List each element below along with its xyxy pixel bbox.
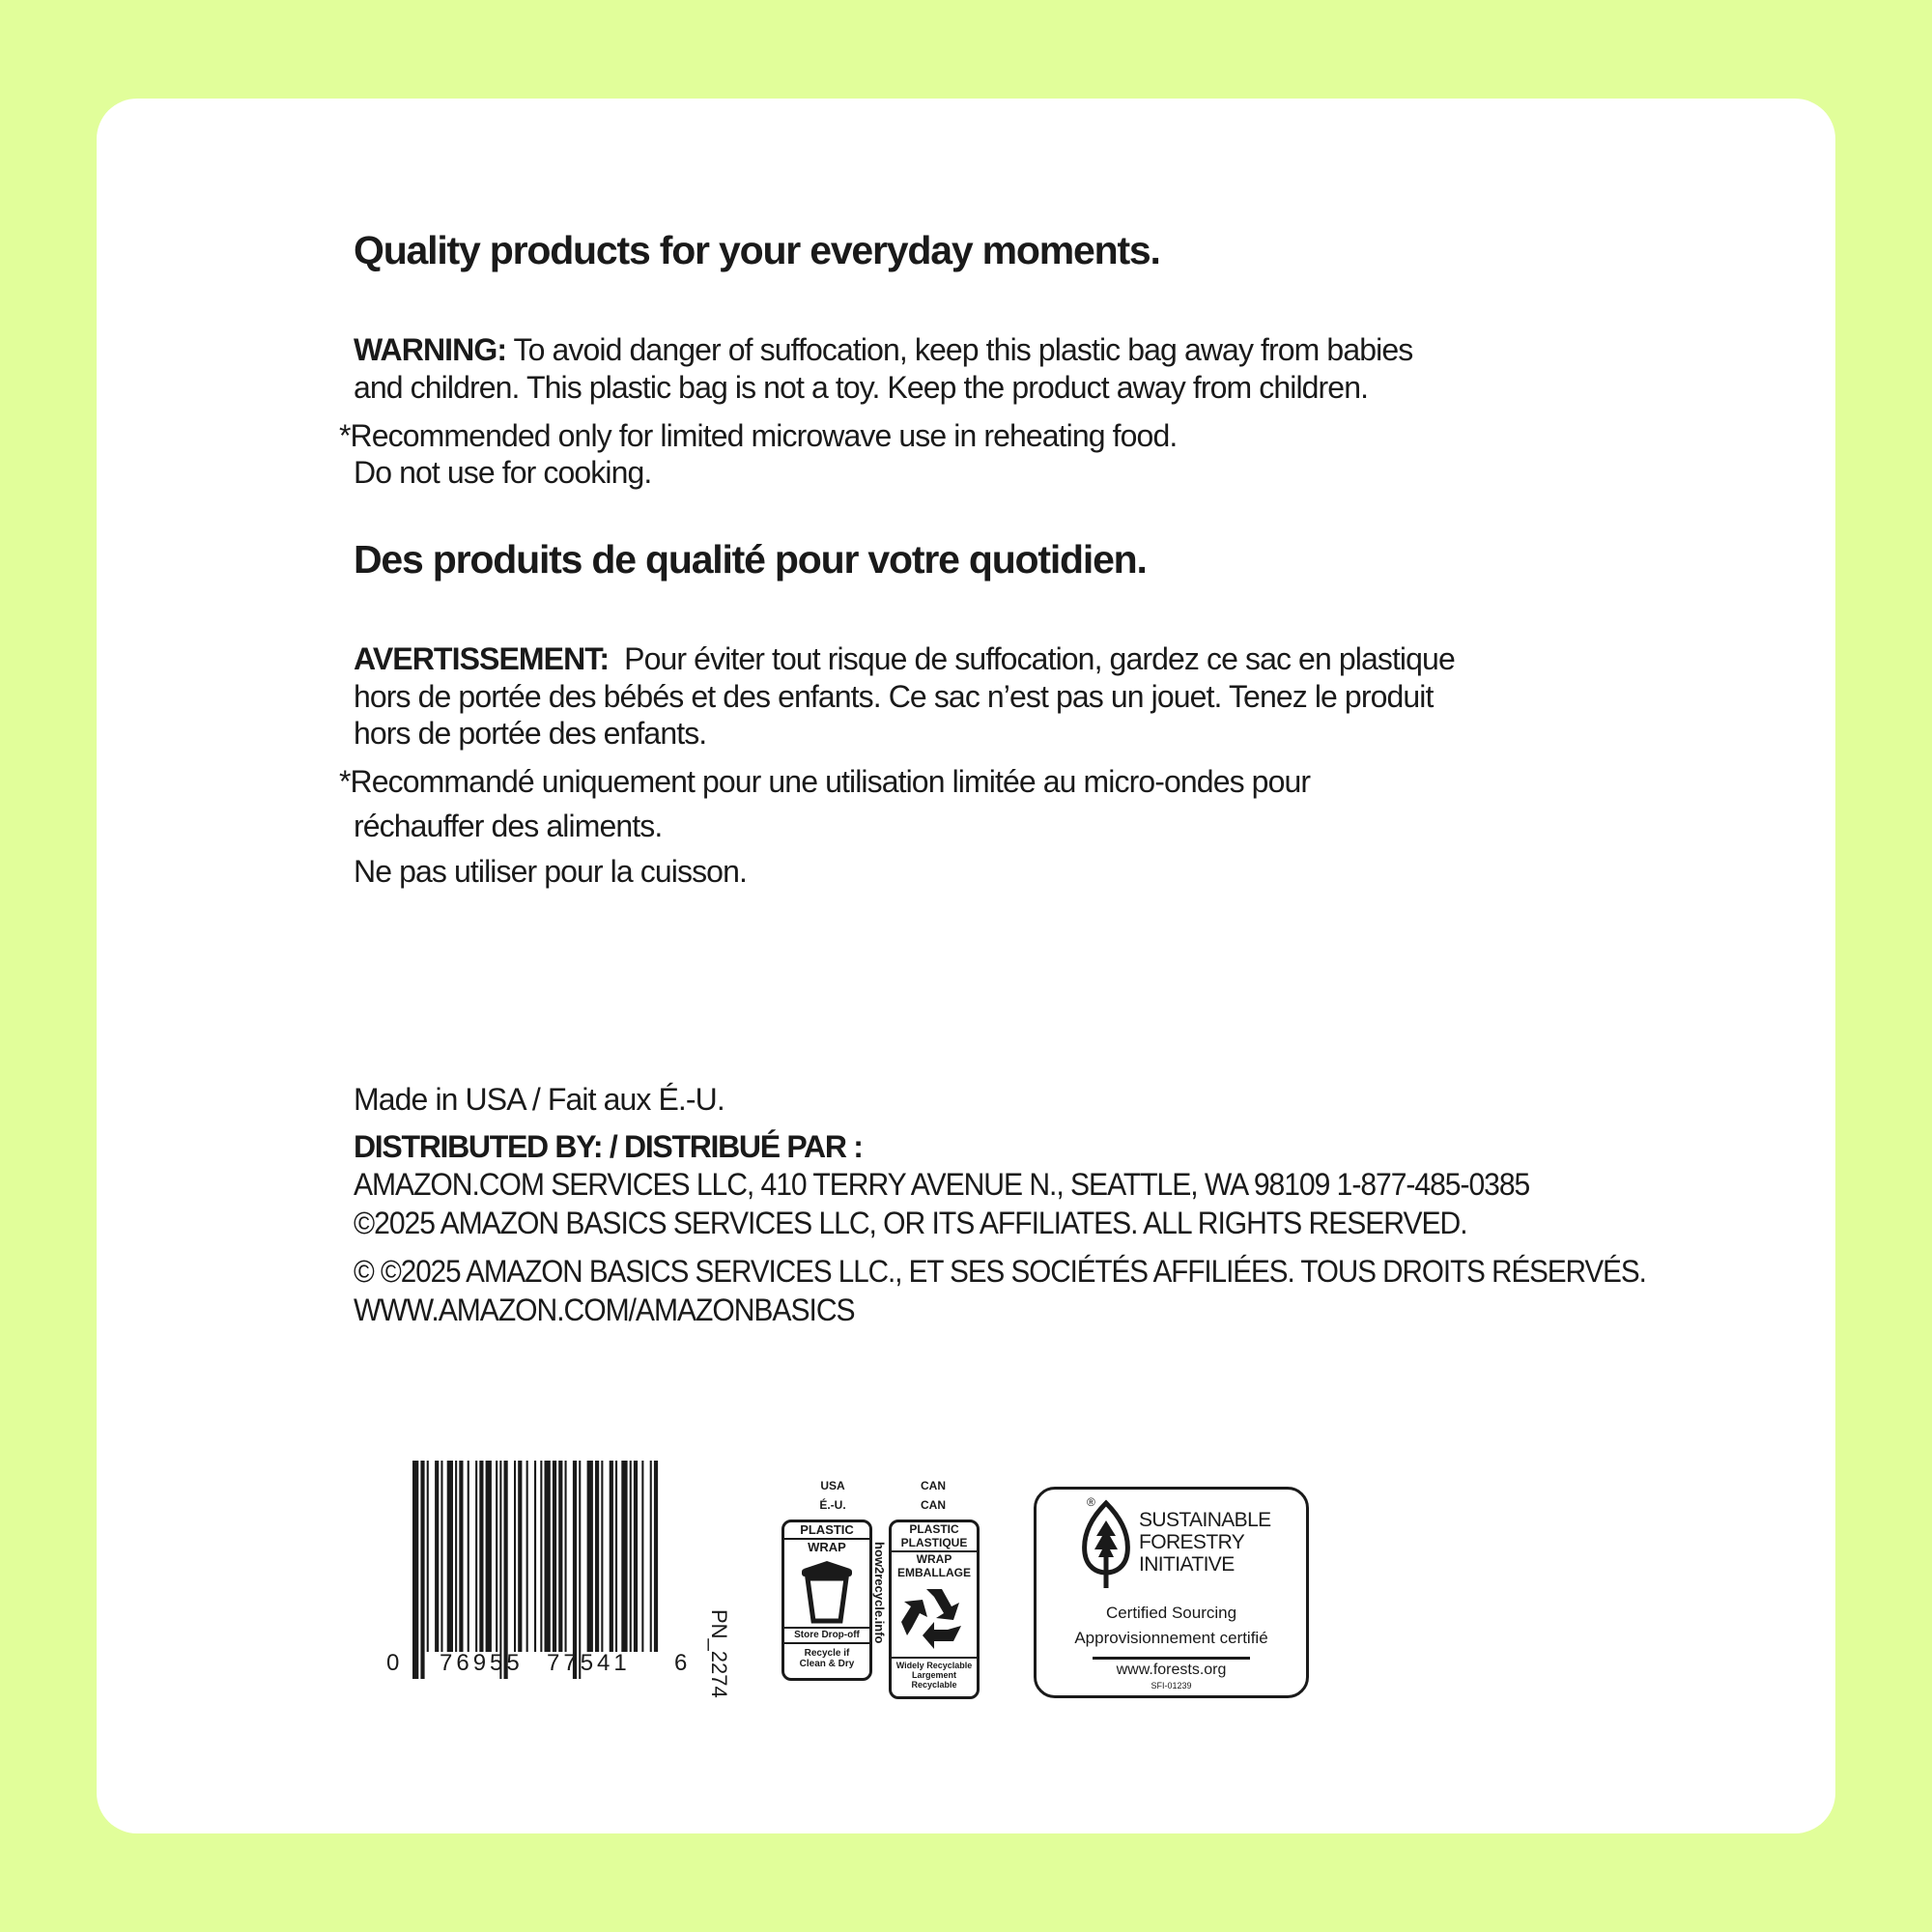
english-microwave-line2: Do not use for cooking. (354, 455, 652, 490)
usa-country-label: USA (820, 1479, 845, 1492)
copyright-french: © ©2025 AMAZON BASICS SERVICES LLC., ET SES SOCIÉTÉS AFFILIÉES. TOUS DROITS RÉSERVÉS. (354, 1254, 1646, 1289)
french-microwave-line1: *Recommandé uniquement pour une utilisation limitée au micro-ondes pour (339, 764, 1311, 799)
website-url: WWW.AMAZON.COM/AMAZONBASICS (354, 1293, 855, 1327)
part-number: PN_2274 (707, 1609, 731, 1698)
how2recycle-usa-label (781, 1520, 872, 1681)
english-microwave-line1: *Recommended only for limited microwave use in reheating food. (339, 418, 1178, 453)
sfi-name-line1: SUSTAINABLE (1139, 1509, 1271, 1531)
can-country-label: CAN (921, 1479, 946, 1492)
english-warning-line2: and children. This plastic bag is not a toy. Keep the product away from children. (354, 370, 1369, 405)
how2recycle-site: how2recycle.info (872, 1542, 887, 1644)
barcode-right-digits: 77541 (547, 1650, 631, 1676)
sfi-divider (1093, 1657, 1250, 1660)
french-microwave-line2: réchauffer des aliments. (354, 809, 663, 843)
french-warning-line1 (354, 640, 1455, 677)
sfi-name-line3: INITIATIVE (1139, 1553, 1235, 1576)
can-country-fr-label: CAN (921, 1498, 946, 1512)
sfi-cert-en: Certified Sourcing (1105, 1604, 1237, 1622)
french-microwave-line3: Ne pas utiliser pour la cuisson. (354, 854, 747, 889)
usa-instruction: Store Drop-off (784, 1627, 869, 1644)
sfi-name-line2: FORESTRY (1139, 1531, 1245, 1553)
sfi-url: www.forests.org (1116, 1662, 1227, 1678)
can-note-3: Recyclable (911, 1680, 957, 1690)
drop-off-bag-icon (784, 1555, 869, 1627)
english-heading: Quality products for your everyday moments. (354, 228, 1160, 272)
barcode-check-digit: 6 (674, 1650, 692, 1676)
usa-note-2: Clean & Dry (799, 1659, 855, 1669)
sfi-registered-mark: ® (1087, 1495, 1095, 1509)
can-note-2: Largement (911, 1670, 956, 1680)
recycle-arrows-icon (892, 1579, 977, 1657)
barcode-lead-digit: 0 (386, 1650, 404, 1676)
french-warning-text1: Pour éviter tout risque de suffocation, gardez ce sac en plastique (624, 641, 1455, 676)
upc-barcode (411, 1461, 664, 1679)
barcode-left-digits: 76955 (440, 1650, 524, 1676)
origin-text: Made in USA / Fait aux É.-U. (354, 1082, 724, 1117)
distributor-address: AMAZON.COM SERVICES LLC, 410 TERRY AVENUE N., SEATTLE, WA 98109 1-877-485-0385 (354, 1167, 1530, 1202)
usa-material: PLASTIC (784, 1522, 869, 1540)
usa-country-fr-label: É.-U. (819, 1498, 846, 1512)
french-warning-label: AVERTISSEMENT: (354, 641, 610, 676)
french-warning-line3: hors de portée des enfants. (354, 716, 707, 751)
sfi-cert-fr: Approvisionnement certifié (1074, 1629, 1268, 1647)
can-material-fr: PLASTIQUE (892, 1536, 977, 1552)
sfi-certification-badge (1034, 1487, 1309, 1698)
english-warning-label: WARNING: (354, 332, 507, 367)
sfi-code: SFI-01239 (1151, 1681, 1192, 1690)
french-heading: Des produits de qualité pour votre quotidien. (354, 537, 1147, 582)
can-material: PLASTIC (909, 1522, 959, 1536)
usa-note-1: Recycle if (804, 1648, 850, 1659)
can-item: WRAP (916, 1552, 952, 1566)
usa-item: WRAP (808, 1540, 846, 1554)
english-warning-line1 (354, 331, 1412, 368)
tree-leaf-icon (1079, 1499, 1133, 1592)
english-warning-text1: To avoid danger of suffocation, keep this plastic bag away from babies (513, 332, 1413, 367)
can-note-1: Widely Recyclable (892, 1657, 977, 1670)
copyright-english: ©2025 AMAZON BASICS SERVICES LLC, OR ITS AFFILIATES. ALL RIGHTS RESERVED. (354, 1206, 1467, 1240)
can-item-fr: EMBALLAGE (897, 1566, 971, 1579)
how2recycle-can-label (889, 1520, 980, 1699)
distributed-by-label: DISTRIBUTED BY: / DISTRIBUÉ PAR : (354, 1129, 863, 1164)
french-warning-line2: hors de portée des bébés et des enfants. Ce sac n’est pas un jouet. Tenez le produit (354, 679, 1434, 714)
